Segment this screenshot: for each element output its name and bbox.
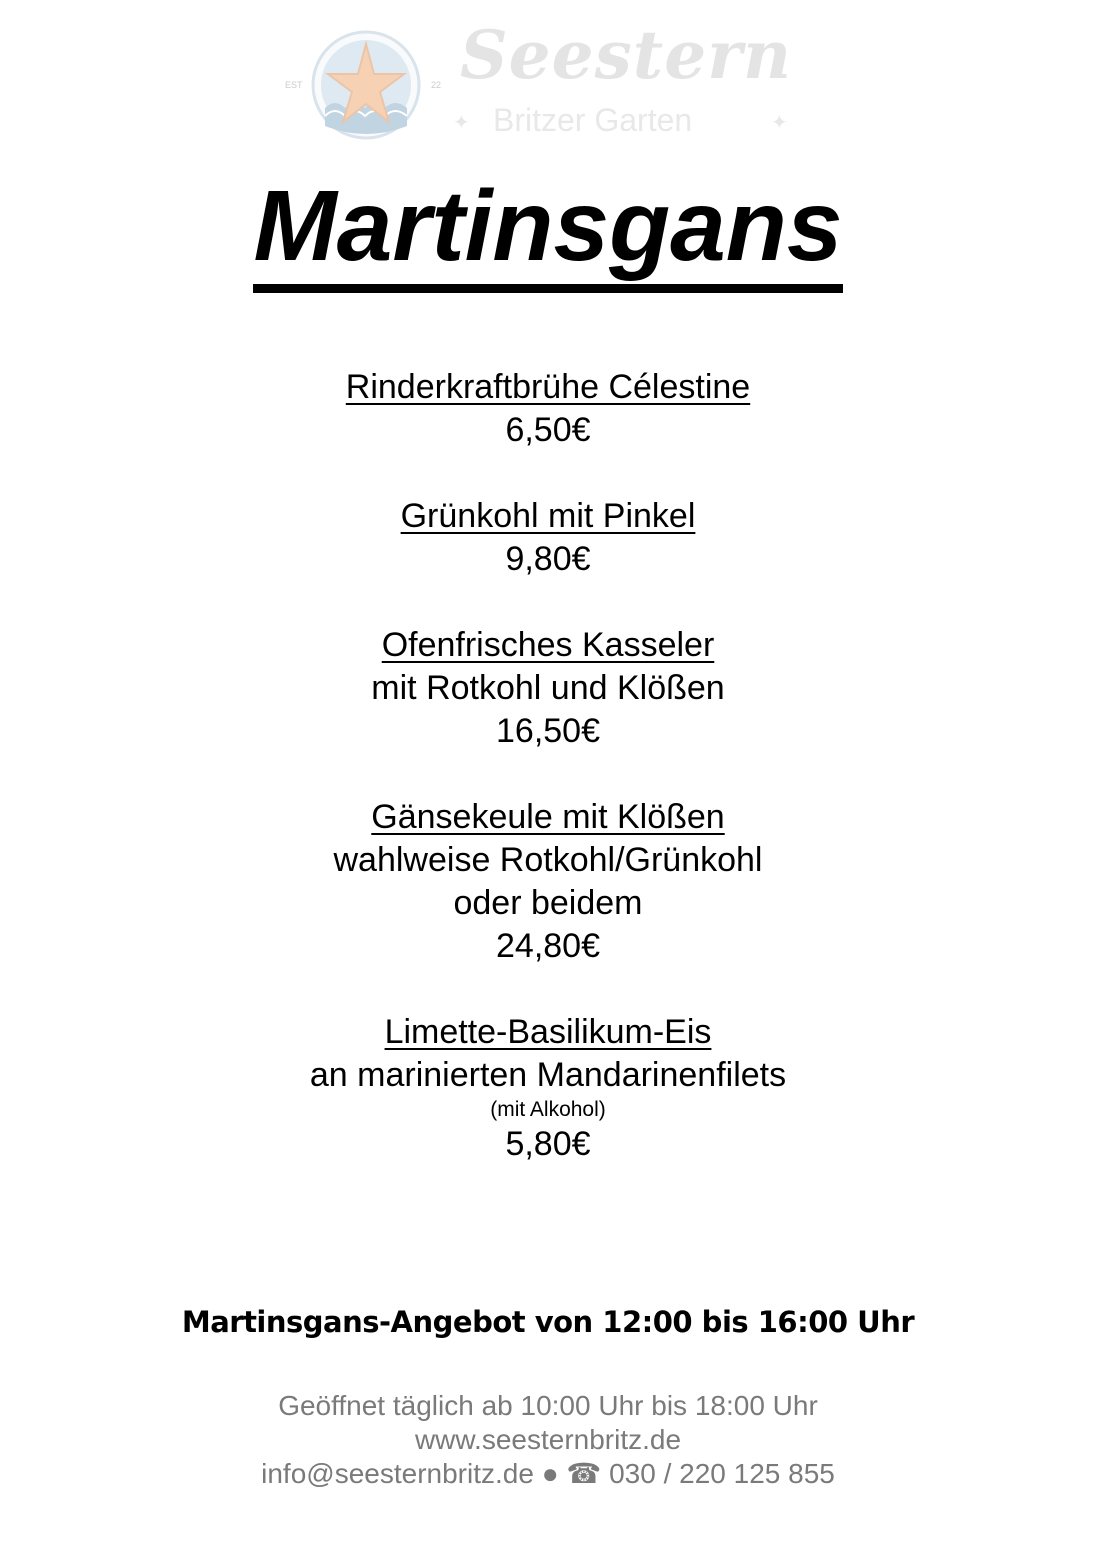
phone-icon: ☎: [566, 1458, 602, 1489]
starfish-badge-icon: [311, 30, 421, 140]
logo-name: Seestern: [460, 16, 793, 94]
menu-item: [0, 495, 1096, 581]
dish-name: Grünkohl mit Pinkel: [400, 497, 696, 535]
dish-name: Ofenfrisches Kasseler: [381, 626, 715, 664]
dish-description: wahlweise Rotkohl/Grünkohl: [333, 841, 763, 879]
dish-name: Limette-Basilikum-Eis: [384, 1013, 712, 1051]
dish-price: 9,80€: [505, 540, 591, 578]
dish-price: 16,50€: [496, 712, 600, 750]
dish-description: an marinierten Mandarinenfilets: [309, 1056, 787, 1094]
website-link[interactable]: www.seesternbritz.de: [414, 1424, 682, 1455]
menu-item: [0, 1011, 1096, 1166]
dish-description: oder beidem: [453, 884, 643, 922]
dish-price: 24,80€: [496, 927, 600, 965]
page-title: Martinsgans: [253, 170, 842, 293]
menu-item: [0, 624, 1096, 753]
contact-line: [0, 1457, 1096, 1491]
logo-est-label: EST: [285, 80, 303, 90]
ornament-star-icon: ✦: [453, 112, 470, 134]
dish-price: 6,50€: [505, 411, 591, 449]
footer: [0, 1389, 1096, 1491]
menu-item: [0, 366, 1096, 452]
menu-item: [0, 796, 1096, 968]
menu-list: [0, 366, 1096, 1209]
opening-hours: Geöffnet täglich ab 10:00 Uhr bis 18:00 Uhr: [278, 1390, 818, 1421]
offer-hours: Martinsgans-Angebot von 12:00 bis 16:00 Uhr: [181, 1305, 915, 1339]
title-container: [0, 170, 1096, 293]
dish-note: (mit Alkohol): [490, 1098, 606, 1121]
email-link[interactable]: info@seesternbritz.de: [261, 1458, 534, 1489]
dish-description: mit Rotkohl und Klößen: [371, 669, 725, 707]
dish-price: 5,80€: [505, 1125, 591, 1163]
separator-dot: ●: [541, 1458, 559, 1489]
dish-name: Gänsekeule mit Klößen: [371, 798, 725, 836]
logo-subtitle: Britzer Garten: [493, 102, 693, 138]
phone-number[interactable]: 030 / 220 125 855: [609, 1458, 835, 1489]
logo-year-label: 22: [431, 80, 442, 90]
dish-name: Rinderkraftbrühe Célestine: [345, 368, 751, 406]
restaurant-logo: [285, 16, 825, 147]
ornament-star-icon: ✦: [771, 112, 788, 134]
